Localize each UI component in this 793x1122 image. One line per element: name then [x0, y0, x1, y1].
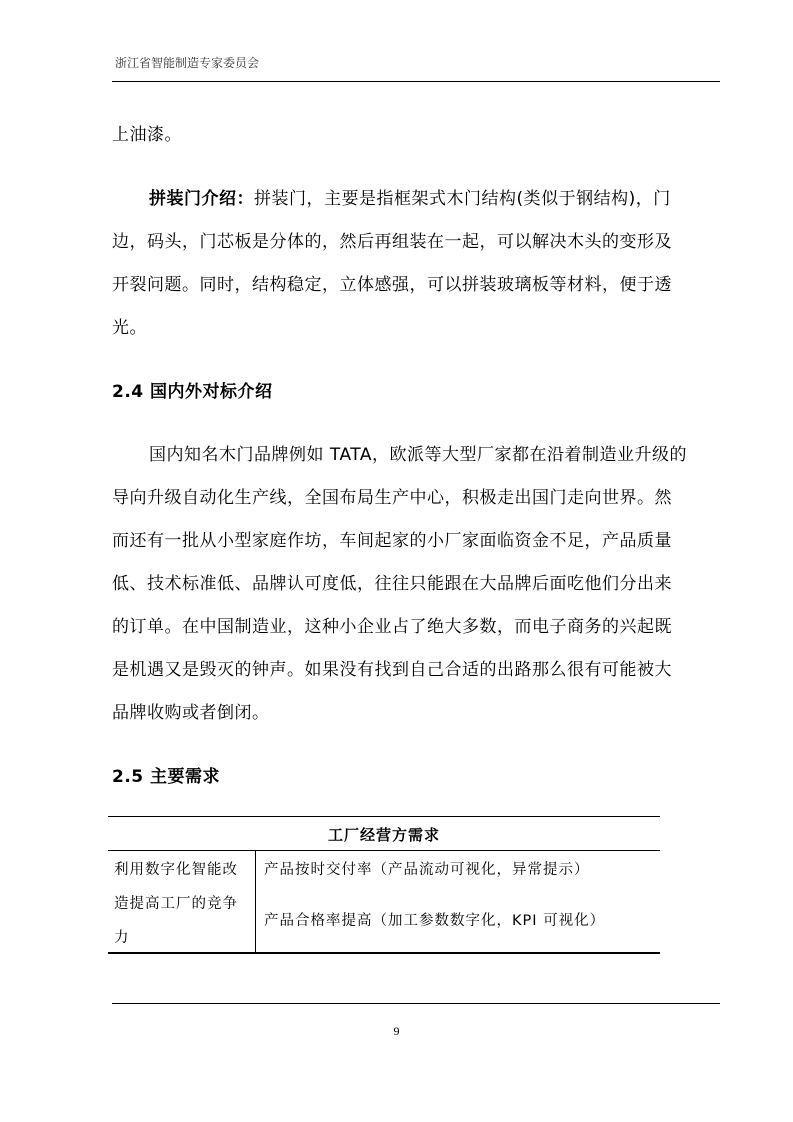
paragraph-line: 是机遇又是毁灭的钟声。如果没有找到自己合适的出路那么很有可能被大	[112, 660, 672, 680]
paragraph-line	[149, 188, 722, 210]
paragraph-line: 而还有一批从小型家庭作坊，车间起家的小厂家面临资金不足，产品质量	[112, 531, 672, 551]
page-header: 浙江省智能制造专家委员会	[115, 56, 260, 70]
paragraph-line: 导向升级自动化生产线，全国布局生产中心，积极走出国门走向世界。然	[112, 488, 672, 508]
table-bottom-rule	[108, 952, 660, 954]
paragraph-text: 拼装门，主要是指框架式木门结构(类似于钢结构)，门	[254, 189, 671, 209]
paragraph-line: 国内知名木门品牌例如 TATA，欧派等大型厂家都在沿着制造业升级的	[149, 445, 687, 465]
table-cell-right: 产品按时交付率（产品流动可视化，异常提示）	[264, 862, 590, 878]
paragraph-line: 上油漆。	[112, 125, 182, 145]
table-cell-left: 造提高工厂的竞争	[114, 896, 238, 912]
page-number: 9	[393, 1024, 400, 1038]
paragraph-line: 边，码头，门芯板是分体的，然后再组装在一起，可以解决木头的变形及	[112, 232, 672, 252]
section-heading-2-5: 2.5 主要需求	[112, 767, 221, 787]
table-top-rule	[108, 816, 660, 817]
requirements-table	[108, 816, 660, 954]
table-cell-left: 力	[114, 930, 130, 946]
footer-divider	[112, 1003, 720, 1004]
table-column-divider	[255, 850, 256, 952]
paragraph-line: 低、技术标准低、品牌认可度低，往往只能跟在大品牌后面吃他们分出来	[112, 574, 672, 594]
paragraph-line: 的订单。在中国制造业，这种小企业占了绝大多数，而电子商务的兴起既	[112, 617, 672, 637]
section-heading-2-4: 2.4 国内外对标介绍	[112, 382, 273, 402]
table-header-rule	[108, 850, 660, 851]
header-divider	[112, 81, 720, 82]
table-title: 工厂经营方需求	[327, 826, 440, 844]
paragraph-line: 开裂问题。同时，结构稳定，立体感强，可以拼装玻璃板等材料，便于透	[112, 275, 672, 295]
paragraph-label: 拼装门介绍：	[149, 189, 254, 209]
paragraph-line: 光。	[112, 318, 147, 338]
table-cell-left: 利用数字化智能改	[114, 862, 238, 878]
paragraph-line: 品牌收购或者倒闭。	[112, 703, 270, 723]
table-cell-right: 产品合格率提高（加工参数数字化，KPI 可视化）	[264, 913, 606, 929]
